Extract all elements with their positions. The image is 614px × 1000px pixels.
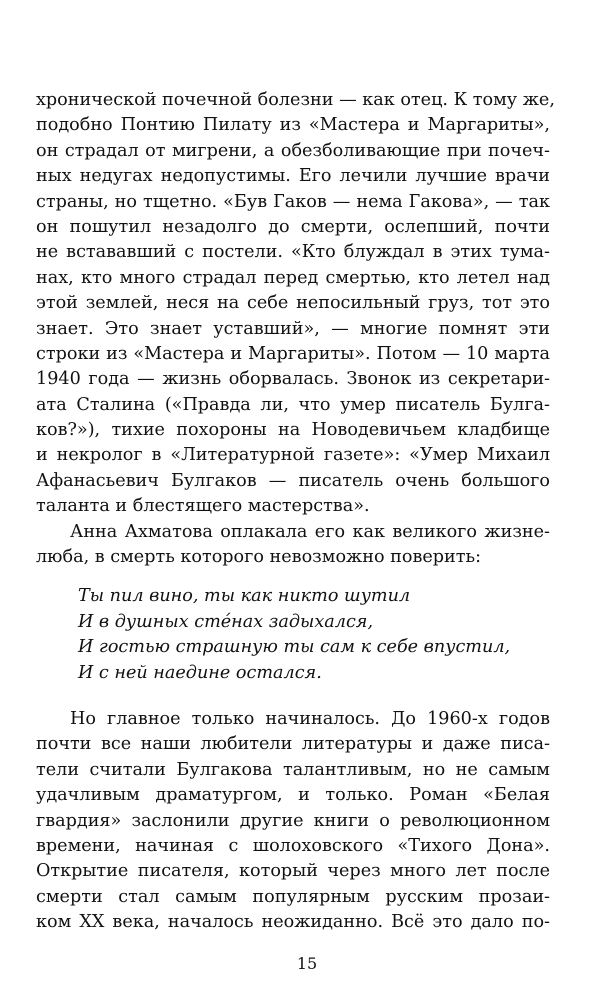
poem-line: И гостью страшную ты сам к себе впустил, xyxy=(78,637,511,658)
text-line: Но главное только начиналось. До 1960-х годов xyxy=(70,708,550,729)
text-line: гвардия» заслонили другие книги о революционном xyxy=(36,810,550,831)
text-line: тели считали Булгакова талантливым, но не самым xyxy=(36,759,550,780)
text-line: не встававший с постели. «Кто блуждал в этих тума- xyxy=(36,242,550,263)
poem-line: Ты пил вино, ты как никто шутил xyxy=(78,586,411,607)
text-line: подобно Понтию Пилату из «Мастера и Маргариты», xyxy=(36,115,550,136)
text-line: Афанасьевич Булгаков — писатель очень большого xyxy=(36,470,550,491)
text-line: этой землей, неся на себе непосильный груз, тот это xyxy=(36,293,550,314)
text-line: Анна Ахматова оплакала его как великого жизне- xyxy=(70,521,550,542)
page-body xyxy=(36,88,555,936)
text-line: строки из «Мастера и Маргариты». Потом — 10 марта xyxy=(36,343,550,364)
text-line: ков?»), тихие похороны на Новодевичьем кладбище xyxy=(36,420,550,441)
paragraph-2 xyxy=(36,520,550,571)
text-line: хронической почечной болезни — как отец. К тому же, xyxy=(36,90,555,110)
text-line: и некролог в «Литературной газете»: «Умер Михаил xyxy=(36,445,550,466)
text-line: страны, но тщетно. «Був Гаков — нема Гакова», — так xyxy=(36,191,550,212)
text-line: ата Сталина («Правда ли, что умер писатель Булга- xyxy=(36,394,550,415)
text-line: ком XX века, началось неожиданно. Всё это дало по- xyxy=(36,912,550,933)
text-line: таланта и блестящего мастерства». xyxy=(36,496,370,517)
text-line: он страдал от мигрени, а обезболивающие при почеч- xyxy=(36,140,550,161)
poem-line: И с ней наедине остался. xyxy=(78,662,322,683)
paragraph-1 xyxy=(36,88,555,520)
text-line: нах, кто много страдал перед смертью, кто летел над xyxy=(36,267,550,288)
poem-line: И в душных стéнах задыхался, xyxy=(78,611,374,632)
text-line: времени, начиная с шолоховского «Тихого Дона». xyxy=(36,835,550,856)
paragraph-3 xyxy=(36,707,550,936)
text-line: люба, в смерть которого невозможно поверить: xyxy=(36,547,482,568)
text-line: смерти стал самым популярным русским прозаи- xyxy=(36,886,550,907)
text-line: 1940 года — жизнь оборвалась. Звонок из секретари- xyxy=(36,369,550,390)
text-line: он пошутил незадолго до смерти, ослепший, почти xyxy=(36,216,550,237)
text-line: удачливым драматургом, и только. Роман «Белая xyxy=(36,785,550,806)
text-line: Открытие писателя, который через много лет после xyxy=(36,861,550,882)
poem-quote xyxy=(36,584,550,686)
text-line: почти все наши любители литературы и даже писа- xyxy=(36,734,550,755)
page-number: 15 xyxy=(296,954,318,973)
text-line: знает. Это знает уставший», — многие помнят эти xyxy=(36,318,550,339)
text-line: ных недугах недопустимы. Его лечили лучшие врачи xyxy=(36,166,550,187)
